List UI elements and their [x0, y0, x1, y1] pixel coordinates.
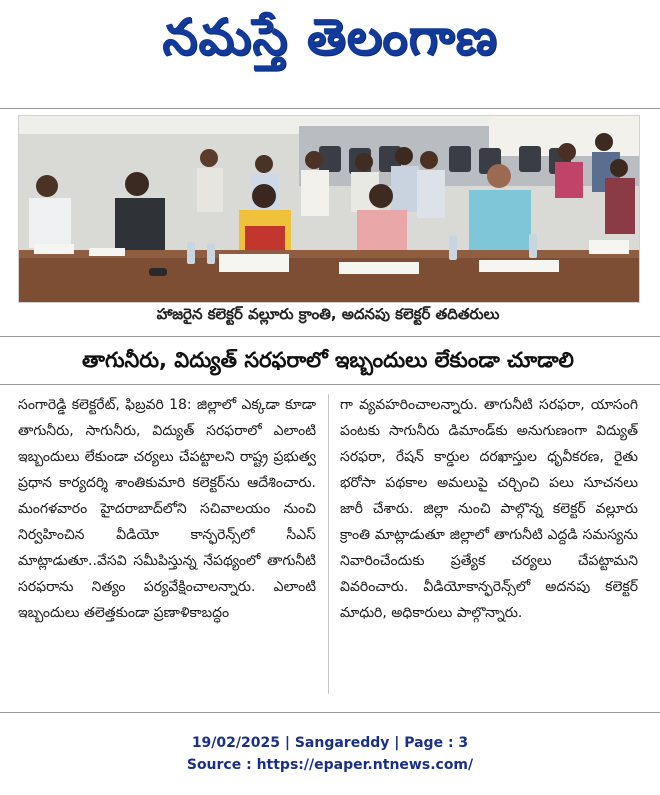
footer-date-edition: 19/02/2025 | Sangareddy | Page : 3 [191, 735, 469, 751]
masthead [0, 0, 660, 96]
meeting-photo-image [19, 116, 639, 302]
masthead-divider [0, 108, 660, 109]
headline-divider [0, 384, 660, 385]
article-bottom-divider [0, 712, 660, 713]
photo-caption: హాజరైన కలెక్టర్ వల్లూరు క్రాంతి, అదనపు కలెక్టర్ తదితరులు [156, 305, 500, 323]
article-column-right: గా వ్యవహరించాలన్నారు. తాగునీటి సరఫరా, యాసంగి పంటకు సాగునీరు డిమాండ్‌కు అనుగుణంగా విద్యుత్ సరఫరా, రేషన్ కార్డుల దరఖాస్తుల ధృవీకరణ, రైతు భరోసా పథకాల అమలుపై చర్చించి పలు సూచనలు జారీ చేశారు. జిల్లా నుంచి పాల్గొన్న కలెక్టర్ వల్లూరు క్రాంతి మాట్లాడుతూ జిల్లాలో తాగునీటి ఎద్దడి సమస్యను నివారించేందుకు ప్రత్యేక చర్యలు చేపట్టామని వివరించారు. వీడియోకాన్ఫరెన్స్‌లో అదనపు కలెక్టర్ మాధురి, అధికారులు పాల్గొన్నారు. [340, 397, 638, 621]
article-headline: తాగునీరు, విద్యుత్ సరఫరాలో ఇబ్బందులు లేకుండా చూడాలి [82, 348, 574, 372]
footer-source-link[interactable]: Source : https://epaper.ntnews.com/ [186, 757, 474, 773]
column-divider [328, 394, 329, 694]
article-column-left: సంగారెడ్డి కలెక్టరేట్, ఫిబ్రవరి 18: జిల్లాలో ఎక్కడా కూడా తాగునీరు, సాగునీరు, విద్యుత్ సరఫరాలో ఎలాంటి ఇబ్బందులు లేకుండా చర్యలు చేపట్టాలని రాష్ట్ర ప్రభుత్వ ప్రధాన కార్యదర్శి శాంతికుమారి కలెక్టర్‌ను ఆదేశించారు. మంగళవారం హైదరాబాద్‌లోని సచివాలయం నుంచి నిర్వహించిన వీడియో కాన్ఫరెన్స్‌లో సీఎస్ మాట్లాడుతూ..వేసవి సమీపిస్తున్న నేపథ్యంలో తాగునీటి సరఫరాను నిత్యం పర్యవేక్షించాలన్నారు. ఎలాంటి ఇబ్బందులు తలెత్తకుండా ప్రణాళికాబద్ధం [18, 397, 316, 621]
newspaper-title: నమస్తే తెలంగాణ [162, 8, 498, 66]
caption-divider [0, 336, 660, 337]
article-body [18, 392, 638, 710]
news-photo [18, 115, 640, 303]
